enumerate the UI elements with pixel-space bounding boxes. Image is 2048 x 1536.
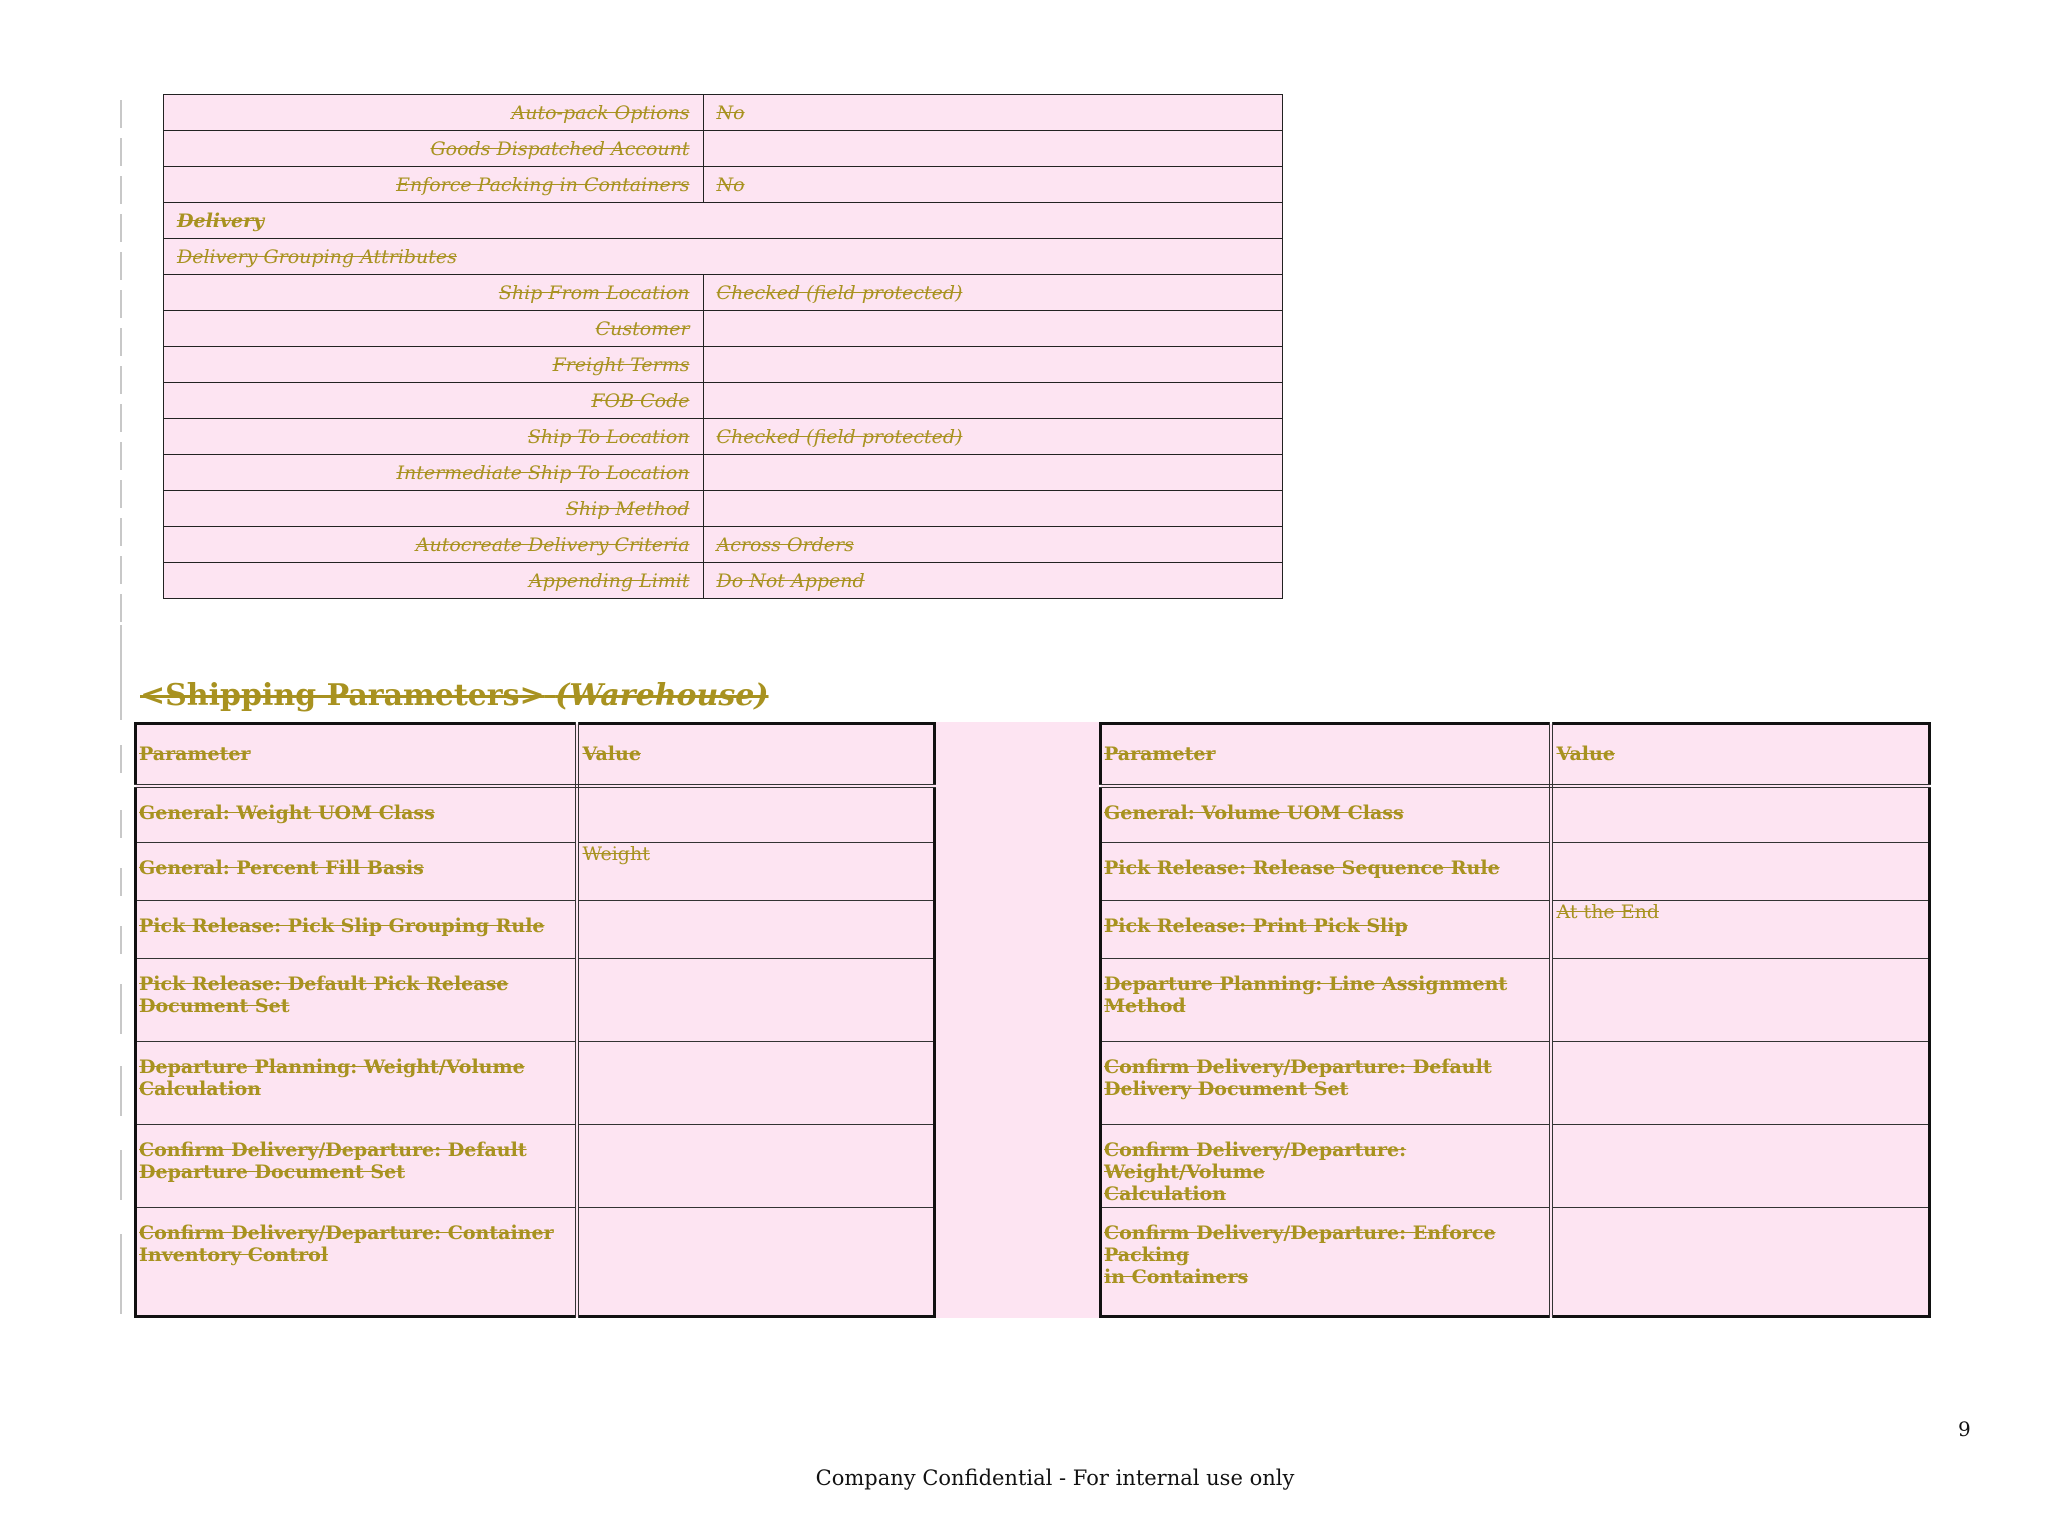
table-row: [136, 1042, 935, 1125]
parameter-cell: [136, 1125, 577, 1208]
parameter-line: Calculation: [139, 1078, 262, 1100]
table-row: [1101, 786, 1930, 843]
change-bar: [120, 625, 122, 720]
table-row: [164, 275, 1283, 311]
table-row: [164, 383, 1283, 419]
parameter-cell: [1101, 1042, 1551, 1125]
table-row: [1101, 1042, 1930, 1125]
value-cell: [577, 786, 935, 843]
change-bar: [120, 926, 122, 954]
table-row: [164, 347, 1283, 383]
table-row: [136, 1125, 935, 1208]
row-value: Do Not Append: [703, 563, 1282, 599]
change-bar: [120, 480, 122, 508]
table-row: [136, 1208, 935, 1317]
column-header-parameter: Parameter: [136, 724, 577, 786]
table-row: [164, 563, 1283, 599]
change-bar: [120, 328, 122, 356]
section-title: Delivery: [164, 203, 1283, 239]
column-header-value: Value: [577, 724, 935, 786]
parameter-line: Delivery Document Set: [1104, 1078, 1349, 1100]
parameter-line: Confirm Delivery/Departure: Weight/Volume: [1104, 1139, 1407, 1183]
table-row: [1101, 1125, 1930, 1208]
table-row: [164, 491, 1283, 527]
parameter-line: Confirm Delivery/Departure: Default: [1104, 1056, 1492, 1078]
table-row: [136, 959, 935, 1042]
table-row: [164, 455, 1283, 491]
value-cell: [577, 901, 935, 959]
parameter-cell: [136, 1042, 577, 1125]
parameter-line: Method: [1104, 995, 1186, 1017]
change-bar: [120, 556, 122, 584]
row-value: Across Orders: [703, 527, 1282, 563]
page-footer: Company Confidential - For internal use only: [815, 1466, 1295, 1490]
value-cell: [1551, 786, 1930, 843]
parameter-cell: [1101, 1208, 1551, 1317]
change-bar: [120, 138, 122, 166]
table-gutter: [935, 722, 1099, 1318]
row-value: [703, 347, 1282, 383]
row-label: Ship From Location: [164, 275, 704, 311]
parameter-line: Confirm Delivery/Departure: Enforce: [1104, 1222, 1496, 1244]
parameter-cell: [136, 1208, 577, 1317]
table-row: [136, 786, 935, 843]
change-bar: [120, 518, 122, 546]
value-cell: [577, 1208, 935, 1317]
change-bar: [120, 1066, 122, 1116]
table-header-row: [136, 724, 935, 786]
change-bar: [120, 442, 122, 470]
parameter-line: Pick Release: Default Pick Release: [139, 973, 509, 995]
table-row: [164, 167, 1283, 203]
row-label: Autocreate Delivery Criteria: [164, 527, 704, 563]
table-row: [1101, 901, 1930, 959]
table-row: [164, 419, 1283, 455]
row-label: Ship Method: [164, 491, 704, 527]
row-value: [703, 491, 1282, 527]
parameter-cell: [1101, 959, 1551, 1042]
subsection-title: Delivery Grouping Attributes: [164, 239, 1283, 275]
change-bar: [120, 745, 122, 773]
value-cell: [1551, 1125, 1930, 1208]
row-value: [703, 455, 1282, 491]
parameter-line: Confirm Delivery/Departure: Default: [139, 1139, 527, 1161]
subsection-row: [164, 239, 1283, 275]
parameter-cell: General: Percent Fill Basis: [136, 843, 577, 901]
parameter-cell: Pick Release: Print Pick Slip: [1101, 901, 1551, 959]
row-label: Appending Limit: [164, 563, 704, 599]
row-value: [703, 311, 1282, 347]
change-bar: [120, 1234, 122, 1314]
change-bar: [120, 594, 122, 622]
value-cell: [1551, 1042, 1930, 1125]
change-bar: [120, 100, 122, 128]
parameter-line: Document Set: [139, 995, 290, 1017]
row-label: Intermediate Ship To Location: [164, 455, 704, 491]
row-label: Enforce Packing in Containers: [164, 167, 704, 203]
heading-qualifier: (Warehouse): [555, 678, 769, 713]
value-cell: Weight: [577, 843, 935, 901]
row-value: Checked (field protected): [703, 419, 1282, 455]
row-label: FOB Code: [164, 383, 704, 419]
parameter-line: Departure Planning: Weight/Volume: [139, 1056, 525, 1078]
change-bar: [120, 176, 122, 204]
shipping-parameters-table-right: [1099, 722, 1931, 1318]
row-value: No: [703, 167, 1282, 203]
change-bar: [120, 214, 122, 242]
value-cell: [1551, 1208, 1930, 1317]
table-row: [164, 131, 1283, 167]
section-heading: [140, 678, 769, 713]
parameter-cell: [136, 959, 577, 1042]
parameter-cell: General: Volume UOM Class: [1101, 786, 1551, 843]
parameter-cell: General: Weight UOM Class: [136, 786, 577, 843]
parameter-line: Departure Planning: Line Assignment: [1104, 973, 1508, 995]
parameter-line: Calculation: [1104, 1183, 1227, 1205]
row-label: Freight Terms: [164, 347, 704, 383]
row-label: Auto-pack Options: [164, 95, 704, 131]
table-row: [136, 901, 935, 959]
value-cell: [577, 1042, 935, 1125]
row-label: Customer: [164, 311, 704, 347]
table-row: [136, 843, 935, 901]
value-cell: At the End: [1551, 901, 1930, 959]
value-cell: [577, 959, 935, 1042]
parameter-cell: [1101, 1125, 1551, 1208]
table-row: [164, 95, 1283, 131]
change-bar: [120, 984, 122, 1034]
parameter-line: Departure Document Set: [139, 1161, 405, 1183]
parameter-cell: Pick Release: Release Sequence Rule: [1101, 843, 1551, 901]
row-label: Goods Dispatched Account: [164, 131, 704, 167]
parameter-line: Packing: [1104, 1244, 1190, 1266]
parameter-line: Confirm Delivery/Departure: Container: [139, 1222, 554, 1244]
change-bar: [120, 868, 122, 896]
value-cell: [1551, 959, 1930, 1042]
change-bar: [120, 810, 122, 838]
row-value: [703, 131, 1282, 167]
delivery-attributes-table: [163, 94, 1283, 599]
table-header-row: [1101, 724, 1930, 786]
value-cell: [577, 1125, 935, 1208]
column-header-value: Value: [1551, 724, 1930, 786]
table-row: [1101, 843, 1930, 901]
parameter-line: Inventory Control: [139, 1244, 329, 1266]
shipping-parameters-table-left: [134, 722, 936, 1318]
change-bar: [120, 1150, 122, 1200]
row-label: Ship To Location: [164, 419, 704, 455]
section-row: [164, 203, 1283, 239]
change-bar: [120, 290, 122, 318]
change-bar: [120, 252, 122, 280]
table-row: [1101, 959, 1930, 1042]
column-header-parameter: Parameter: [1101, 724, 1551, 786]
change-bar: [120, 366, 122, 394]
parameter-line: in Containers: [1104, 1266, 1249, 1288]
row-value: No: [703, 95, 1282, 131]
heading-main: <Shipping Parameters>: [140, 678, 545, 713]
row-value: Checked (field protected): [703, 275, 1282, 311]
page-number: 9: [1958, 1417, 1971, 1441]
table-row: [164, 311, 1283, 347]
table-row: [164, 527, 1283, 563]
change-bar: [120, 404, 122, 432]
value-cell: [1551, 843, 1930, 901]
parameter-cell: Pick Release: Pick Slip Grouping Rule: [136, 901, 577, 959]
row-value: [703, 383, 1282, 419]
table-row: [1101, 1208, 1930, 1317]
